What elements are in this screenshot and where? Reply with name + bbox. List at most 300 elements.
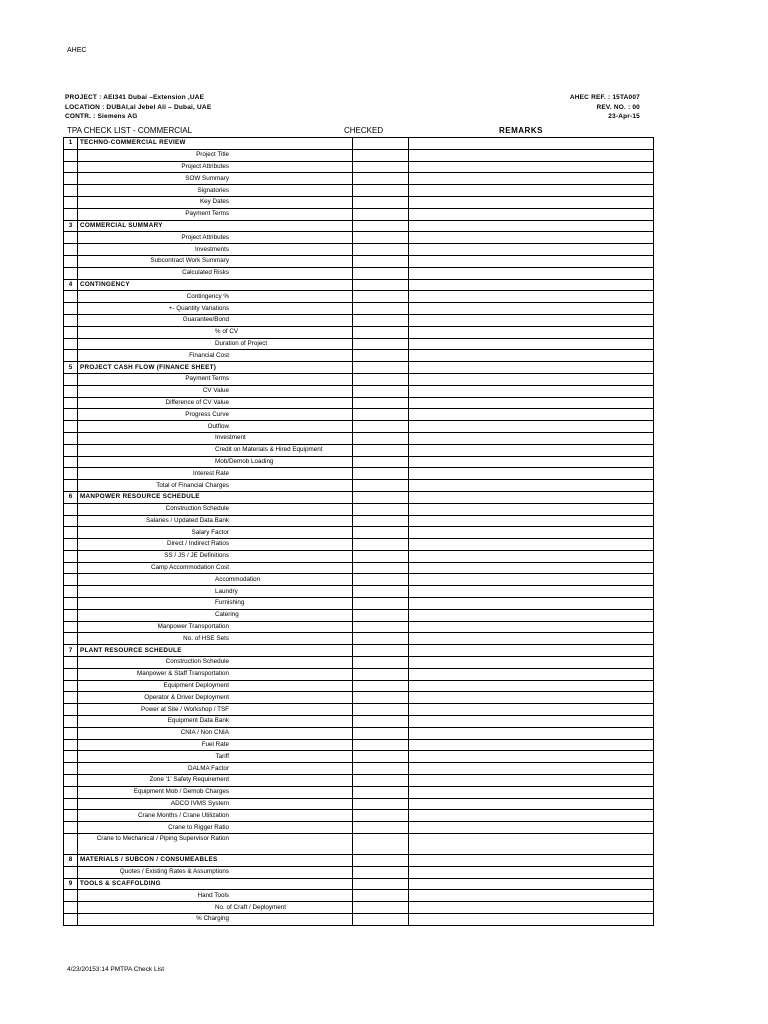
item-cell: [78, 503, 353, 515]
remarks-cell[interactable]: [409, 515, 654, 527]
item-cell: [78, 822, 353, 834]
remarks-cell[interactable]: [409, 503, 654, 515]
checked-column-header: CHECKED: [344, 126, 384, 135]
table-row: [64, 244, 654, 256]
section-title: MATERIALS / SUBCON / CONSUMEABLES: [80, 856, 218, 864]
table-row: [64, 657, 654, 669]
checked-cell[interactable]: [353, 421, 409, 433]
checked-cell[interactable]: [353, 798, 409, 810]
remarks-cell[interactable]: [409, 834, 654, 855]
checked-cell[interactable]: [353, 480, 409, 492]
checklist-item-label: Tariff: [215, 752, 229, 760]
item-cell: [78, 232, 353, 244]
item-cell: [78, 621, 353, 633]
remarks-cell[interactable]: [409, 373, 654, 385]
checked-cell[interactable]: [353, 149, 409, 161]
remarks-cell[interactable]: [409, 185, 654, 197]
section-number: [64, 161, 78, 173]
item-cell: [78, 751, 353, 763]
section-row: [64, 138, 654, 150]
remarks-cell[interactable]: [409, 751, 654, 763]
item-cell: [78, 786, 353, 798]
remarks-cell[interactable]: [409, 397, 654, 409]
section-number: 6: [64, 491, 78, 503]
remarks-cell[interactable]: [409, 291, 654, 303]
checked-cell[interactable]: [353, 866, 409, 878]
item-cell: [78, 668, 353, 680]
table-row: [64, 208, 654, 220]
remarks-cell[interactable]: [409, 208, 654, 220]
checklist-item-label: No. of HSE Sets: [183, 634, 229, 642]
remarks-cell[interactable]: [409, 161, 654, 173]
checked-cell[interactable]: [353, 232, 409, 244]
checked-cell[interactable]: [353, 810, 409, 822]
item-cell: [78, 185, 353, 197]
item-cell: [78, 539, 353, 551]
table-row: [64, 739, 654, 751]
item-cell: [78, 267, 353, 279]
section-number: [64, 338, 78, 350]
checked-cell[interactable]: [353, 255, 409, 267]
section-number: [64, 527, 78, 539]
table-row: [64, 456, 654, 468]
checked-cell[interactable]: [353, 539, 409, 551]
table-row: [64, 267, 654, 279]
checked-cell[interactable]: [353, 633, 409, 645]
section-number: [64, 149, 78, 161]
section-number: [64, 456, 78, 468]
remarks-cell[interactable]: [409, 385, 654, 397]
checked-cell[interactable]: [353, 645, 409, 657]
remarks-cell[interactable]: [409, 680, 654, 692]
checked-cell[interactable]: [353, 586, 409, 598]
remarks-cell[interactable]: [409, 338, 654, 350]
remarks-cell[interactable]: [409, 878, 654, 890]
item-cell: [78, 609, 353, 621]
checked-cell[interactable]: [353, 527, 409, 539]
section-title: CONTINGENCY: [80, 280, 130, 288]
checklist-item-label: CV Value: [202, 387, 229, 395]
section-number: [64, 834, 78, 855]
remarks-cell[interactable]: [409, 527, 654, 539]
checked-cell[interactable]: [353, 385, 409, 397]
checked-cell[interactable]: [353, 185, 409, 197]
remarks-cell[interactable]: [409, 645, 654, 657]
section-number: [64, 574, 78, 586]
checked-cell[interactable]: [353, 196, 409, 208]
table-row: [64, 727, 654, 739]
checked-cell[interactable]: [353, 362, 409, 374]
checked-cell[interactable]: [353, 291, 409, 303]
table-row: [64, 550, 654, 562]
section-row: [64, 491, 654, 503]
remarks-cell[interactable]: [409, 668, 654, 680]
checked-cell[interactable]: [353, 444, 409, 456]
section-number: [64, 515, 78, 527]
checked-cell[interactable]: [353, 822, 409, 834]
remarks-cell[interactable]: [409, 574, 654, 586]
checked-cell[interactable]: [353, 409, 409, 421]
table-row: [64, 586, 654, 598]
section-number: 9: [64, 878, 78, 890]
section-number: [64, 173, 78, 185]
remarks-cell[interactable]: [409, 763, 654, 775]
table-row: [64, 385, 654, 397]
company-name: AHEC: [67, 47, 87, 54]
checked-cell[interactable]: [353, 208, 409, 220]
remarks-cell[interactable]: [409, 727, 654, 739]
remarks-cell[interactable]: [409, 244, 654, 256]
remarks-cell[interactable]: [409, 173, 654, 185]
table-row: [64, 338, 654, 350]
remarks-cell[interactable]: [409, 890, 654, 902]
checked-cell[interactable]: [353, 704, 409, 716]
item-cell: [78, 196, 353, 208]
item-cell: [78, 550, 353, 562]
checklist-item-label: Accommodation: [215, 575, 261, 583]
remarks-cell[interactable]: [409, 409, 654, 421]
item-cell: [78, 491, 353, 503]
checked-cell[interactable]: [353, 716, 409, 728]
checklist-item-label: Direct / Indirect Ratios: [167, 540, 229, 548]
checklist-item-label: Fuel Rate: [201, 741, 229, 749]
checklist-item-label: Investment: [215, 434, 246, 442]
checked-cell[interactable]: [353, 727, 409, 739]
section-number: [64, 350, 78, 362]
item-cell: [78, 704, 353, 716]
checklist-item-label: Quotes / Existing Rates & Assumptions: [119, 868, 229, 876]
table-row: [64, 515, 654, 527]
checked-cell[interactable]: [353, 373, 409, 385]
checked-cell[interactable]: [353, 763, 409, 775]
checklist-item-label: Investments: [195, 245, 229, 253]
checklist-item-label: No. of Craft / Deployment: [215, 903, 287, 911]
checked-cell[interactable]: [353, 914, 409, 926]
table-row: [64, 914, 654, 926]
item-cell: [78, 645, 353, 657]
table-row: [64, 786, 654, 798]
item-cell: [78, 208, 353, 220]
checklist-item-label: Catering: [215, 611, 239, 619]
checked-cell[interactable]: [353, 303, 409, 315]
checklist-item-label: Total of Financial Charges: [156, 481, 229, 489]
checklist-item-label: Guarantee/Bond: [182, 316, 229, 324]
remarks-cell[interactable]: [409, 598, 654, 610]
section-row: [64, 362, 654, 374]
checklist-item-label: Laundry: [215, 587, 238, 595]
section-number: [64, 385, 78, 397]
checklist-item-label: Manpower Transportation: [157, 623, 229, 631]
remarks-cell[interactable]: [409, 220, 654, 232]
remarks-cell[interactable]: [409, 326, 654, 338]
remarks-cell[interactable]: [409, 621, 654, 633]
remarks-cell[interactable]: [409, 421, 654, 433]
section-number: [64, 314, 78, 326]
checked-cell[interactable]: [353, 890, 409, 902]
page-footer: 4/23/20153:14 PMTPA Check List: [67, 966, 165, 973]
remarks-cell[interactable]: [409, 255, 654, 267]
section-number: [64, 550, 78, 562]
checked-cell[interactable]: [353, 550, 409, 562]
item-cell: [78, 220, 353, 232]
checked-cell[interactable]: [353, 503, 409, 515]
item-cell: [78, 149, 353, 161]
table-row: [64, 149, 654, 161]
section-number: [64, 609, 78, 621]
remarks-cell[interactable]: [409, 539, 654, 551]
section-number: [64, 727, 78, 739]
section-number: [64, 751, 78, 763]
checked-cell[interactable]: [353, 326, 409, 338]
checked-cell[interactable]: [353, 878, 409, 890]
remarks-cell[interactable]: [409, 716, 654, 728]
section-number: [64, 397, 78, 409]
remarks-cell[interactable]: [409, 303, 654, 315]
remarks-cell[interactable]: [409, 586, 654, 598]
item-cell: [78, 810, 353, 822]
section-number: [64, 291, 78, 303]
section-number: [64, 668, 78, 680]
item-cell: [78, 727, 353, 739]
table-row: [64, 562, 654, 574]
item-cell: [78, 598, 353, 610]
section-row: [64, 855, 654, 867]
item-cell: [78, 515, 353, 527]
contractor-line: CONTR. : Siemens AG: [65, 113, 138, 120]
remarks-cell[interactable]: [409, 609, 654, 621]
table-row: [64, 232, 654, 244]
checklist-item-label: Payment Terms: [185, 210, 229, 218]
checked-cell[interactable]: [353, 279, 409, 291]
remarks-cell[interactable]: [409, 468, 654, 480]
checked-cell[interactable]: [353, 574, 409, 586]
remarks-cell[interactable]: [409, 196, 654, 208]
checked-cell[interactable]: [353, 621, 409, 633]
section-number: [64, 326, 78, 338]
checklist-item-label: Crane Months / Crane Utilization: [138, 811, 229, 819]
checklist-item-label: Project Attributes: [181, 233, 229, 241]
remarks-cell[interactable]: [409, 149, 654, 161]
item-cell: [78, 397, 353, 409]
checked-cell[interactable]: [353, 668, 409, 680]
checked-cell[interactable]: [353, 739, 409, 751]
checked-cell[interactable]: [353, 598, 409, 610]
item-cell: [78, 409, 353, 421]
remarks-cell[interactable]: [409, 775, 654, 787]
section-number: [64, 232, 78, 244]
checked-cell[interactable]: [353, 786, 409, 798]
checked-cell[interactable]: [353, 680, 409, 692]
checked-cell[interactable]: [353, 834, 409, 855]
checked-cell[interactable]: [353, 902, 409, 914]
item-cell: [78, 338, 353, 350]
checklist-item-label: Financial Cost: [189, 351, 229, 359]
remarks-cell[interactable]: [409, 432, 654, 444]
table-row: [64, 350, 654, 362]
item-cell: [78, 902, 353, 914]
section-title: PLANT RESOURCE SCHEDULE: [80, 646, 182, 654]
checked-cell[interactable]: [353, 397, 409, 409]
table-row: [64, 185, 654, 197]
checklist-item-label: % of CV: [215, 328, 239, 336]
table-row: [64, 303, 654, 315]
checked-cell[interactable]: [353, 515, 409, 527]
remarks-cell[interactable]: [409, 739, 654, 751]
table-row: [64, 692, 654, 704]
section-number: [64, 255, 78, 267]
section-title: TOOLS & SCAFFOLDING: [80, 880, 161, 887]
remarks-cell[interactable]: [409, 822, 654, 834]
remarks-cell[interactable]: [409, 866, 654, 878]
checked-cell[interactable]: [353, 173, 409, 185]
remarks-cell[interactable]: [409, 657, 654, 669]
remarks-cell[interactable]: [409, 810, 654, 822]
section-number: [64, 444, 78, 456]
section-number: [64, 196, 78, 208]
section-number: [64, 409, 78, 421]
item-cell: [78, 633, 353, 645]
item-cell: [78, 562, 353, 574]
revision-line: REV. NO. : 00: [596, 103, 640, 111]
remarks-cell[interactable]: [409, 798, 654, 810]
item-cell: [78, 255, 353, 267]
remarks-cell[interactable]: [409, 232, 654, 244]
item-cell: [78, 890, 353, 902]
section-number: 8: [64, 855, 78, 867]
section-number: [64, 680, 78, 692]
remarks-cell[interactable]: [409, 786, 654, 798]
table-row: [64, 574, 654, 586]
item-cell: [78, 878, 353, 890]
checked-cell[interactable]: [353, 562, 409, 574]
section-number: [64, 739, 78, 751]
section-number: 1: [64, 138, 78, 150]
checked-cell[interactable]: [353, 609, 409, 621]
table-row: [64, 373, 654, 385]
checked-cell[interactable]: [353, 138, 409, 150]
checked-cell[interactable]: [353, 338, 409, 350]
checked-cell[interactable]: [353, 491, 409, 503]
table-row: [64, 598, 654, 610]
remarks-column-header: REMARKS: [499, 126, 543, 135]
checked-cell[interactable]: [353, 751, 409, 763]
column-titles: [63, 126, 641, 137]
checked-cell[interactable]: [353, 244, 409, 256]
project-line: PROJECT : AEI341 Dubai –Extension ,UAE: [65, 94, 205, 101]
checklist-item-label: Key Dates: [199, 198, 229, 206]
checklist-item-label: Furnishing: [215, 599, 245, 607]
checked-cell[interactable]: [353, 267, 409, 279]
checked-cell[interactable]: [353, 468, 409, 480]
section-number: [64, 657, 78, 669]
checklist-item-label: Salaries / Updated Data Bank: [146, 516, 229, 524]
remarks-cell[interactable]: [409, 267, 654, 279]
item-cell: [78, 855, 353, 867]
item-cell: [78, 798, 353, 810]
checklist-item-label: Duration of Project: [215, 339, 268, 347]
section-number: [64, 621, 78, 633]
section-number: [64, 421, 78, 433]
remarks-cell[interactable]: [409, 314, 654, 326]
checked-cell[interactable]: [353, 161, 409, 173]
section-number: [64, 303, 78, 315]
remarks-cell[interactable]: [409, 692, 654, 704]
checked-cell[interactable]: [353, 657, 409, 669]
remarks-cell[interactable]: [409, 855, 654, 867]
checked-cell[interactable]: [353, 220, 409, 232]
item-cell: [78, 279, 353, 291]
section-number: [64, 208, 78, 220]
table-row: [64, 633, 654, 645]
remarks-cell[interactable]: [409, 279, 654, 291]
remarks-cell[interactable]: [409, 444, 654, 456]
checked-cell[interactable]: [353, 314, 409, 326]
remarks-cell[interactable]: [409, 138, 654, 150]
remarks-cell[interactable]: [409, 362, 654, 374]
checked-cell[interactable]: [353, 456, 409, 468]
table-row: [64, 609, 654, 621]
section-number: [64, 586, 78, 598]
checked-cell[interactable]: [353, 775, 409, 787]
section-number: [64, 775, 78, 787]
remarks-cell[interactable]: [409, 550, 654, 562]
checklist-item-label: Difference of CV Value: [165, 398, 229, 406]
remarks-cell[interactable]: [409, 562, 654, 574]
checklist-item-label: Interest Rate: [192, 469, 229, 477]
checked-cell[interactable]: [353, 350, 409, 362]
checklist-item-label: % Charging: [196, 915, 229, 923]
remarks-cell[interactable]: [409, 480, 654, 492]
checklist-item-label: Power at Site / Workshop / TSF: [141, 705, 229, 713]
remarks-cell[interactable]: [409, 350, 654, 362]
section-number: 4: [64, 279, 78, 291]
location-line: LOCATION : DUBAI,al Jebel Ali – Dubai, UAE: [65, 103, 212, 111]
table-row: [64, 161, 654, 173]
remarks-cell[interactable]: [409, 914, 654, 926]
section-number: [64, 432, 78, 444]
section-number: [64, 503, 78, 515]
item-cell: [78, 385, 353, 397]
section-row: [64, 279, 654, 291]
remarks-cell[interactable]: [409, 902, 654, 914]
remarks-cell[interactable]: [409, 456, 654, 468]
checklist-item-label: Progress Curve: [185, 410, 229, 418]
checked-cell[interactable]: [353, 692, 409, 704]
item-cell: [78, 373, 353, 385]
remarks-cell[interactable]: [409, 633, 654, 645]
checklist-title: TPA CHECK LIST - COMMERCIAL: [67, 126, 193, 135]
table-row: [64, 751, 654, 763]
item-cell: [78, 775, 353, 787]
section-number: [64, 633, 78, 645]
checked-cell[interactable]: [353, 855, 409, 867]
checklist-item-label: Operator & Driver Deployment: [144, 693, 229, 701]
section-number: [64, 267, 78, 279]
checked-cell[interactable]: [353, 432, 409, 444]
checklist-item-label: SOW Summary: [185, 174, 229, 182]
item-cell: [78, 914, 353, 926]
item-cell: [78, 326, 353, 338]
item-cell: [78, 680, 353, 692]
table-row: [64, 503, 654, 515]
remarks-cell[interactable]: [409, 704, 654, 716]
remarks-cell[interactable]: [409, 491, 654, 503]
table-row: [64, 680, 654, 692]
item-cell: [78, 421, 353, 433]
checklist-item-label: Equipment Deployment: [163, 682, 229, 690]
checklist-item-label: Payment Terms: [185, 375, 229, 383]
table-row: [64, 866, 654, 878]
